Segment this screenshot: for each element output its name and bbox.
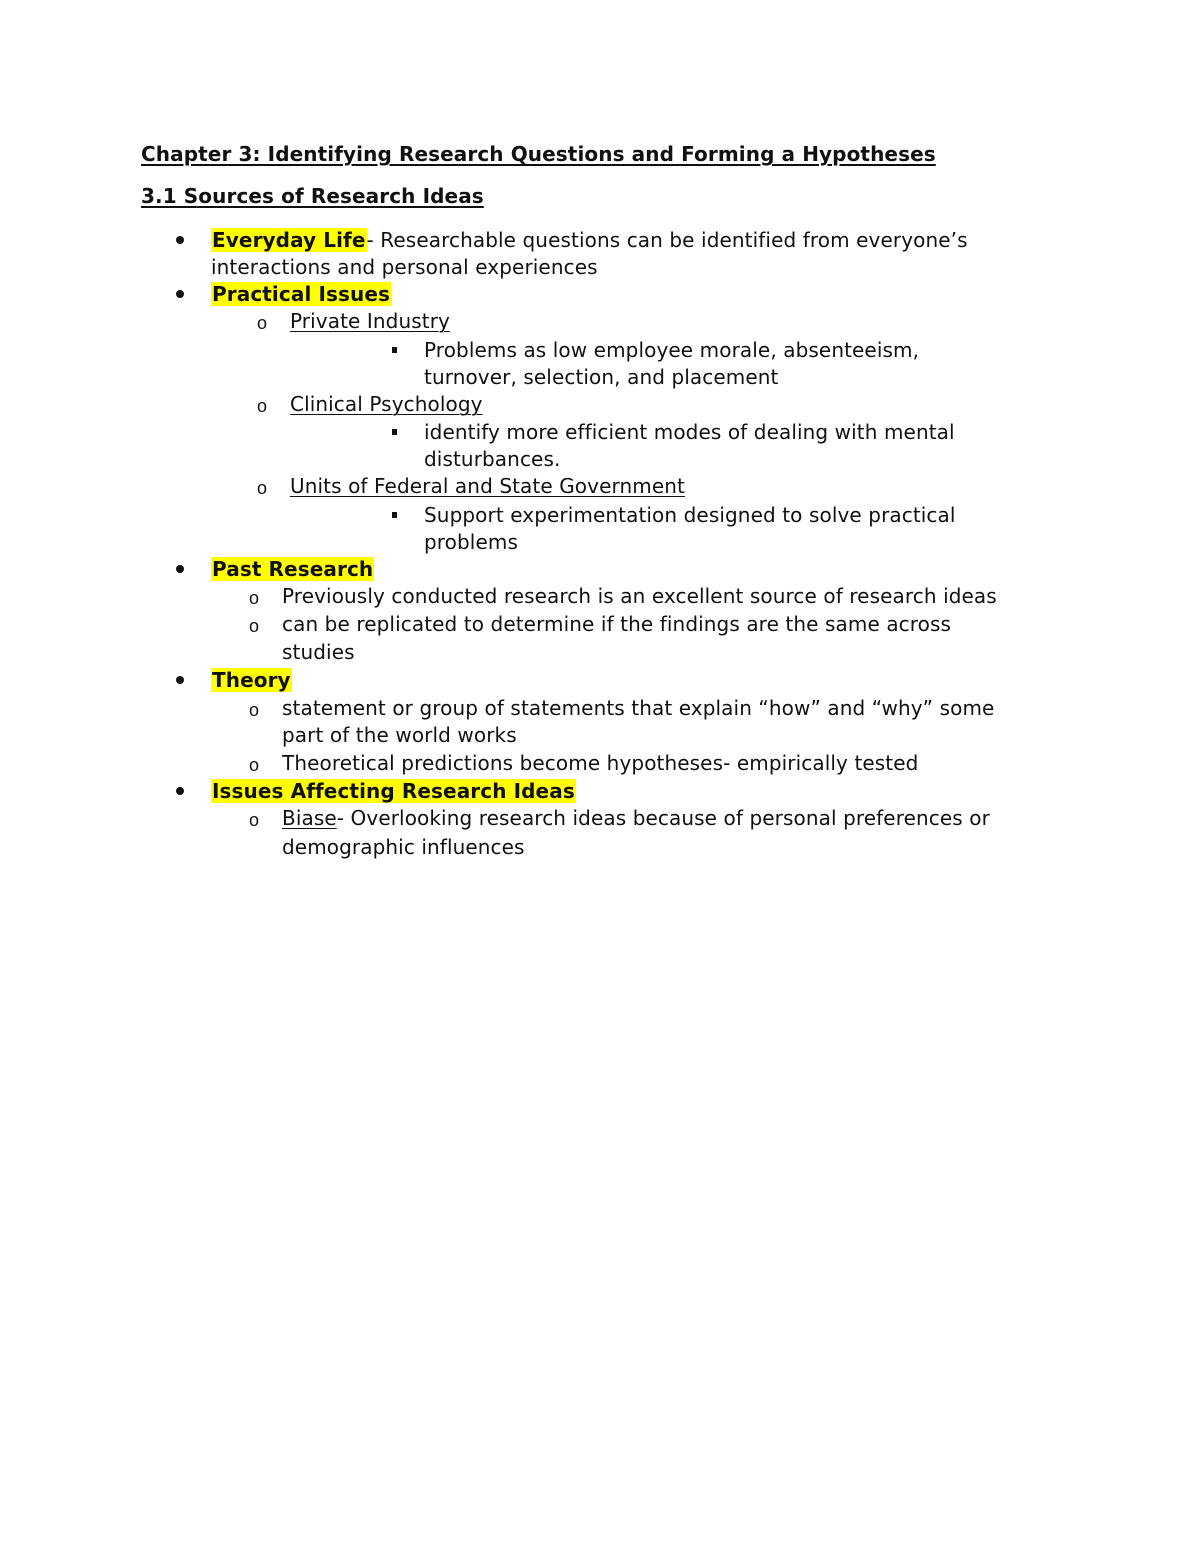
past-research-item: can be replicated to determine if the findings are the same across <box>282 612 952 636</box>
everyday-life-text-cont: interactions and personal experiences <box>211 255 598 279</box>
biase-label: Biase <box>282 806 337 830</box>
chapter-title: Chapter 3: Identifying Research Questions and Forming a Hypotheses <box>141 142 936 166</box>
biase-text-cont: demographic influences <box>282 835 525 859</box>
theory-label: Theory <box>212 668 291 692</box>
biase-item <box>282 805 990 831</box>
private-industry-detail-cont: turnover, selection, and placement <box>424 365 779 389</box>
everyday-life-text: - Researchable questions can be identified from everyone’s <box>366 228 968 252</box>
bullet-circle-icon: o <box>257 313 268 333</box>
everyday-life-label: Everyday Life <box>212 228 366 252</box>
issues-label: Issues Affecting Research Ideas <box>212 779 575 803</box>
list-item-everyday-life <box>211 227 968 253</box>
list-item-theory <box>211 667 292 693</box>
clinical-psychology-detail-cont: disturbances. <box>424 447 561 471</box>
private-industry-detail: Problems as low employee morale, absenteeism, <box>424 338 920 362</box>
private-industry-label: Private Industry <box>290 309 450 333</box>
section-title: 3.1 Sources of Research Ideas <box>141 184 484 208</box>
past-research-label: Past Research <box>212 557 374 581</box>
past-research-item: Previously conducted research is an excellent source of research ideas <box>282 584 997 608</box>
theory-item: Theoretical predictions become hypotheses- empirically tested <box>282 751 919 775</box>
bullet-circle-icon: o <box>249 700 260 720</box>
bullet-circle-icon: o <box>257 478 268 498</box>
biase-text: - Overlooking research ideas because of personal preferences or <box>336 806 990 830</box>
theory-item-cont: part of the world works <box>282 723 517 747</box>
bullet-circle-icon: o <box>249 810 260 830</box>
past-research-item-cont: studies <box>282 640 355 664</box>
bullet-circle-icon: o <box>249 588 260 608</box>
clinical-psychology-label: Clinical Psychology <box>290 392 483 416</box>
list-item-past-research <box>211 556 374 582</box>
bullet-circle-icon: o <box>249 755 260 775</box>
government-detail-cont: problems <box>424 530 518 554</box>
practical-issues-label: Practical Issues <box>212 282 391 306</box>
bullet-circle-icon: o <box>249 616 260 636</box>
government-label: Units of Federal and State Government <box>290 474 685 498</box>
bullet-circle-icon: o <box>257 396 268 416</box>
government-detail: Support experimentation designed to solve practical <box>424 503 956 527</box>
clinical-psychology-detail: identify more efficient modes of dealing with mental <box>424 420 955 444</box>
list-item-issues <box>211 778 576 804</box>
theory-item: statement or group of statements that explain “how” and “why” some <box>282 696 995 720</box>
list-item-practical-issues <box>211 281 391 307</box>
